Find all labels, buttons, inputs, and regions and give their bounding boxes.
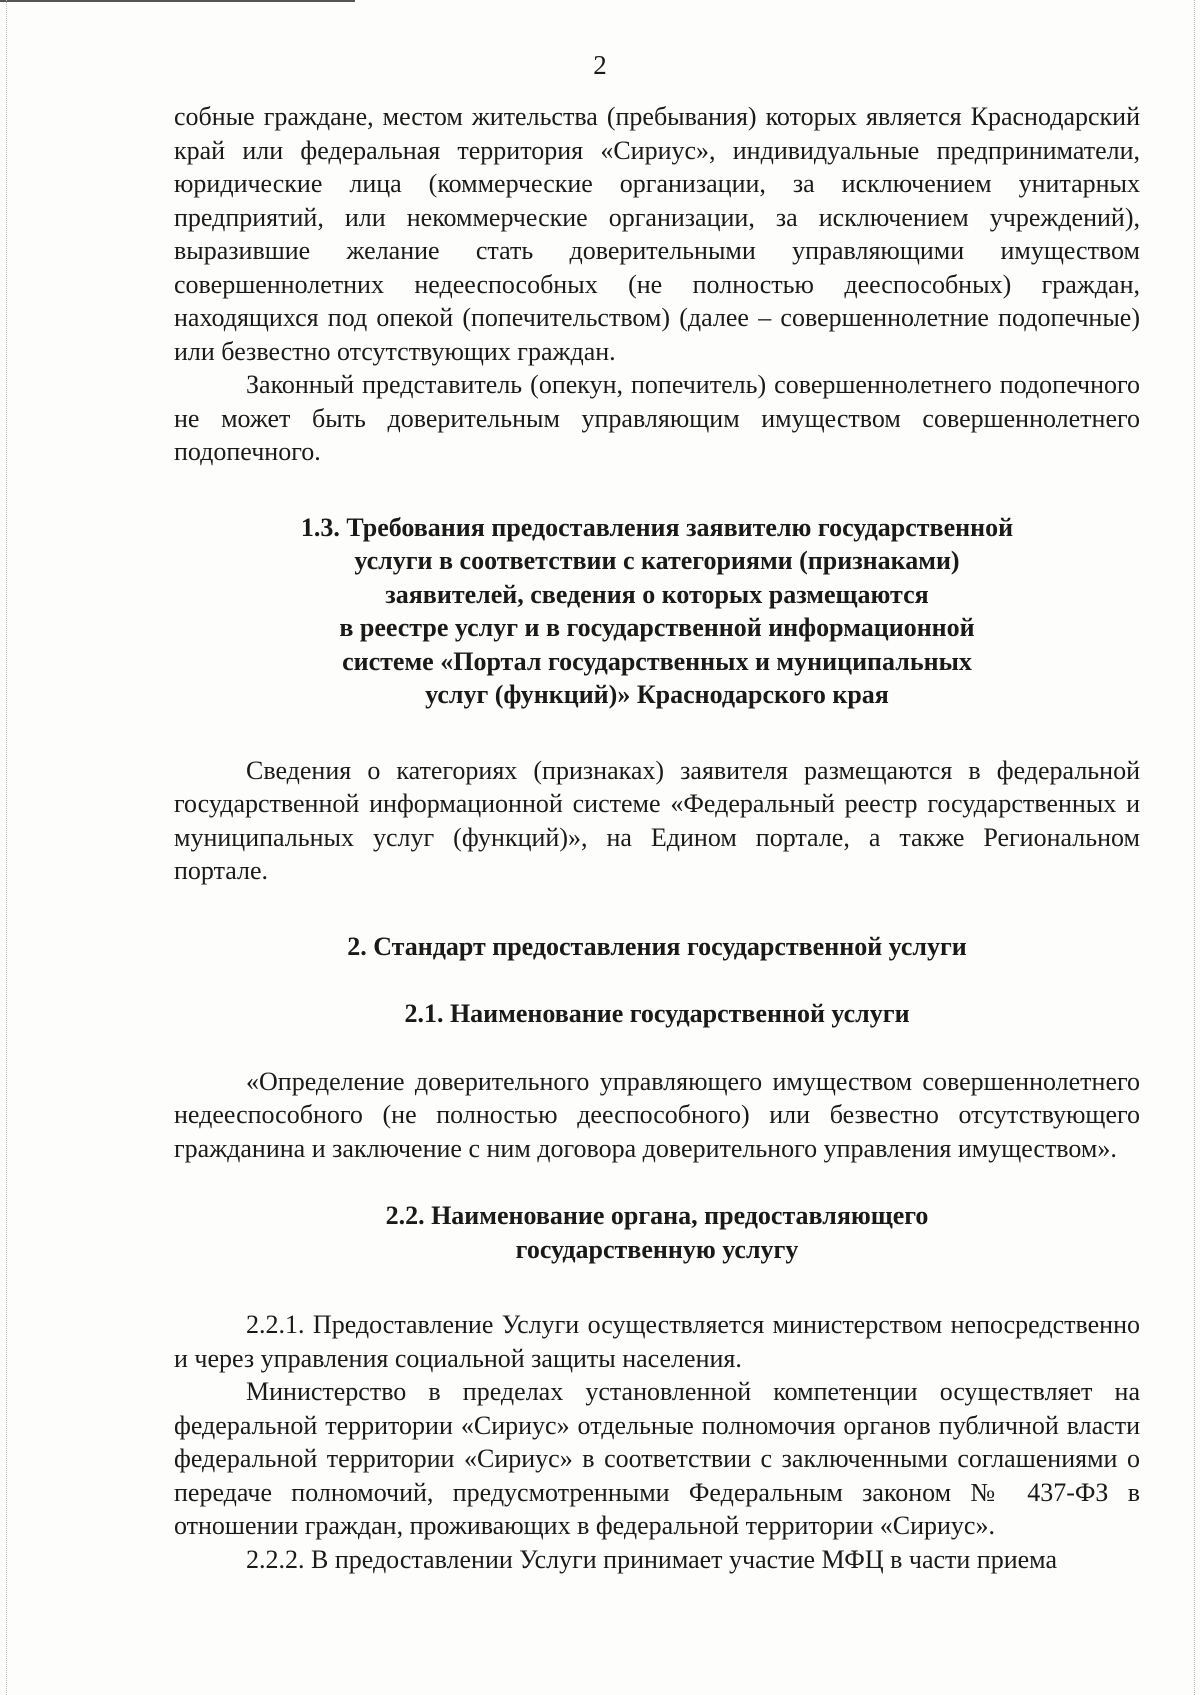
heading-line: государственную услугу — [515, 1234, 799, 1264]
heading-line: заявителей, сведения о которых размещаются — [385, 579, 929, 609]
heading-line: 2.2. Наименование органа, предоставляющего — [385, 1201, 929, 1230]
paragraph-2-2-2: 2.2.2. В предоставлении Услуги принимает участие МФЦ в части приема — [246, 1544, 1057, 1574]
document-body — [174, 100, 1140, 1576]
paragraph-legal-representative: Законный представитель (опекун, попечитель) совершеннолетнего подопечного не может быть доверительным управляющим имуществом совершеннолетнего подопечного. — [174, 370, 1140, 466]
heading-line: услуг (функций)» Краснодарского края — [425, 680, 889, 709]
heading-line: услуги в соответствии с категориями (признаками) — [354, 546, 960, 575]
section-2-2-heading — [174, 1199, 1140, 1266]
paragraph-ministry-sirius: Министерство в пределах установленной компетенции осуществляет на федеральной территории «Сириус» отдельные полномочия органов публичной власти федеральной территории «Сириус» в соответствии с заключенными соглашениями о передаче полномочий, предусмотренными Федеральным законом № 437-ФЗ в отношении граждан, проживающих в федеральной территории «Сириус». — [174, 1377, 1140, 1540]
section-2-heading: 2. Стандарт предоставления государственной услуги — [347, 931, 967, 961]
section-2-1-paragraph: «Определение доверительного управляющего имуществом совершеннолетнего недееспособного (не полностью дееспособного) или безвестно отсутствующего гражданина и заключение с ним договора доверительного управления имуществом». — [174, 1066, 1140, 1163]
page-number: 2 — [593, 50, 607, 80]
heading-line: системе «Портал государственных и муниципальных — [342, 646, 972, 676]
paragraph-2-2-1: 2.2.1. Предоставление Услуги осуществляется министерством непосредственно и через управления социальной защиты населения. — [174, 1310, 1140, 1373]
section-1-3-heading — [174, 511, 1140, 712]
section-2-1-heading: 2.1. Наименование государственной услуги — [404, 999, 910, 1028]
heading-line: в реестре услуг и в государственной информационной — [339, 613, 975, 642]
paragraph-continuation: собные граждане, местом жительства (пребывания) которых является Краснодарский край или федеральная территория «Сириус», индивидуальные предприниматели, юридические лица (коммерческие организации, за исключением унитарных предприятий, или некоммерческие организации, за исключением учреждений), выразившие желание стать доверительными управляющими имуществом совершеннолетних недееспособных (не полностью дееспособных) граждан, находящихся под опекой (попечительством) (далее – совершеннолетние подопечные) или безвестно отсутствующих граждан. — [174, 102, 1140, 366]
top-rule — [0, 0, 355, 2]
section-1-3-paragraph: Сведения о категориях (признаках) заявителя размещаются в федеральной государственной информационной системе «Федеральный реестр государственных и муниципальных услуг (функций)», на Едином портале, а также Региональном портале. — [174, 755, 1140, 885]
scan-edge-left — [6, 0, 7, 1695]
scan-edge-right — [1194, 0, 1195, 1695]
heading-line: 1.3. Требования предоставления заявителю государственной — [300, 512, 1014, 542]
